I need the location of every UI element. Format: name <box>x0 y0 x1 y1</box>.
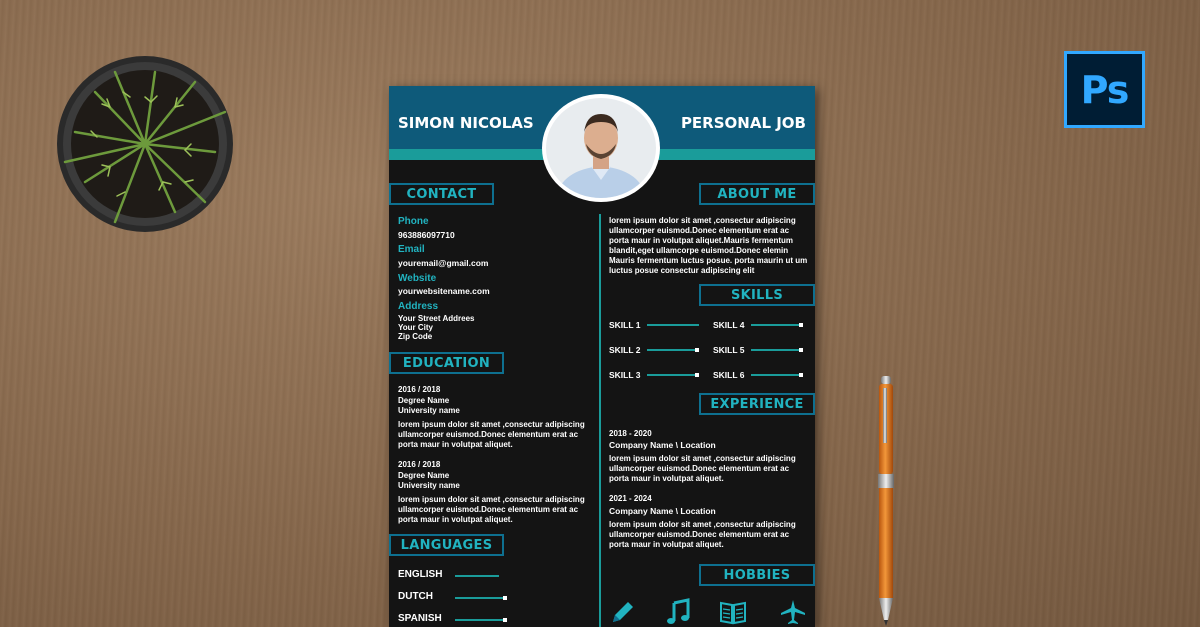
about-description: lorem ipsum dolor sit amet ,consectur adipiscing ullamcorper euismod.Donec elementum erat ac porta maur in volutpat aliquet.Mauris fermentum blandit,eget ullamcorpe euismod.Donec elemin Mauris fermentum luctus posue. porta maurin ut um luctus posue consectur adipiscing elit <box>609 216 808 275</box>
skill-4-bar-end <box>799 323 803 327</box>
address-label: Address <box>398 301 439 312</box>
music-icon <box>664 598 692 626</box>
profile-photo <box>542 94 660 202</box>
photoshop-logo <box>1064 51 1145 128</box>
book-icon <box>719 598 747 626</box>
experience-2-description: lorem ipsum dolor sit amet ,consectur adipiscing ullamcorper euismod.Donec elementum erat ac porta maur in volutpat aliquet. <box>609 520 796 549</box>
language-3-name: SPANISH <box>398 613 442 624</box>
photoshop-logo-text: Ps <box>1080 67 1129 112</box>
education-1-university: University name <box>398 406 460 415</box>
skill-1-bar <box>647 324 699 326</box>
education-2-years: 2016 / 2018 <box>398 460 441 469</box>
column-divider <box>599 214 601 627</box>
avatar <box>546 98 656 198</box>
education-section-title: EDUCATION <box>389 352 504 374</box>
education-2-description: lorem ipsum dolor sit amet ,consectur adipiscing ullamcorper euismod.Donec elementum erat ac porta maur in volutpat aliquet. <box>398 495 585 524</box>
about-section-title: ABOUT ME <box>699 183 815 205</box>
skill-6-bar <box>751 374 803 376</box>
contact-section-title: CONTACT <box>389 183 494 205</box>
email-value: youremail@gmail.com <box>398 258 489 268</box>
potted-plant-image <box>55 52 235 232</box>
resume-sheet <box>389 86 815 627</box>
skill-4-label: SKILL 4 <box>713 320 745 330</box>
pencil-icon <box>609 598 637 626</box>
skill-4-bar <box>751 324 803 326</box>
skill-3-bar <box>647 374 699 376</box>
skill-5-bar-end <box>799 348 803 352</box>
language-3-bar <box>455 619 507 621</box>
skill-1-label: SKILL 1 <box>609 320 641 330</box>
language-2-name: DUTCH <box>398 591 433 602</box>
skill-3-bar-end <box>695 373 699 377</box>
address-line-2: Your City <box>398 323 433 332</box>
address-line-1: Your Street Addrees <box>398 314 475 323</box>
education-1-years: 2016 / 2018 <box>398 385 441 394</box>
language-1-bar <box>455 575 499 577</box>
address-line-3: Zip Code <box>398 332 433 341</box>
experience-section-title: EXPERIENCE <box>699 393 815 415</box>
skill-6-label: SKILL 6 <box>713 370 745 380</box>
skill-2-bar-end <box>695 348 699 352</box>
language-2-bar-end <box>503 596 507 600</box>
education-1-degree: Degree Name <box>398 396 450 405</box>
skills-section-title: SKILLS <box>699 284 815 306</box>
phone-label: Phone <box>398 216 429 227</box>
experience-1-company: Company Name \ Location <box>609 440 716 450</box>
email-label: Email <box>398 244 425 255</box>
education-2-degree: Degree Name <box>398 471 450 480</box>
skill-2-bar <box>647 349 699 351</box>
job-title: PERSONAL JOB <box>680 114 806 132</box>
hobbies-section-title: HOBBIES <box>699 564 815 586</box>
airplane-icon <box>779 598 807 626</box>
language-2-bar <box>455 597 507 599</box>
skill-3-label: SKILL 3 <box>609 370 641 380</box>
phone-value: 963886097710 <box>398 230 455 240</box>
experience-1-description: lorem ipsum dolor sit amet ,consectur adipiscing ullamcorper euismod.Donec elementum erat ac porta maur in volutpat aliquet. <box>609 454 796 483</box>
languages-section-title: LANGUAGES <box>389 534 504 556</box>
skill-6-bar-end <box>799 373 803 377</box>
experience-2-company: Company Name \ Location <box>609 506 716 516</box>
website-value: yourwebsitename.com <box>398 286 490 296</box>
education-1-description: lorem ipsum dolor sit amet ,consectur adipiscing ullamcorper euismod.Donec elementum erat ac porta maur in volutpat aliquet. <box>398 420 585 449</box>
person-name: SIMON NICOLAS <box>398 114 534 132</box>
pen-image <box>872 374 902 627</box>
experience-1-years: 2018 - 2020 <box>609 429 652 438</box>
language-1-name: ENGLISH <box>398 569 443 580</box>
skill-5-label: SKILL 5 <box>713 345 745 355</box>
education-2-university: University name <box>398 481 460 490</box>
language-3-bar-end <box>503 618 507 622</box>
website-label: Website <box>398 273 437 284</box>
skill-5-bar <box>751 349 803 351</box>
skill-2-label: SKILL 2 <box>609 345 641 355</box>
experience-2-years: 2021 - 2024 <box>609 494 652 503</box>
